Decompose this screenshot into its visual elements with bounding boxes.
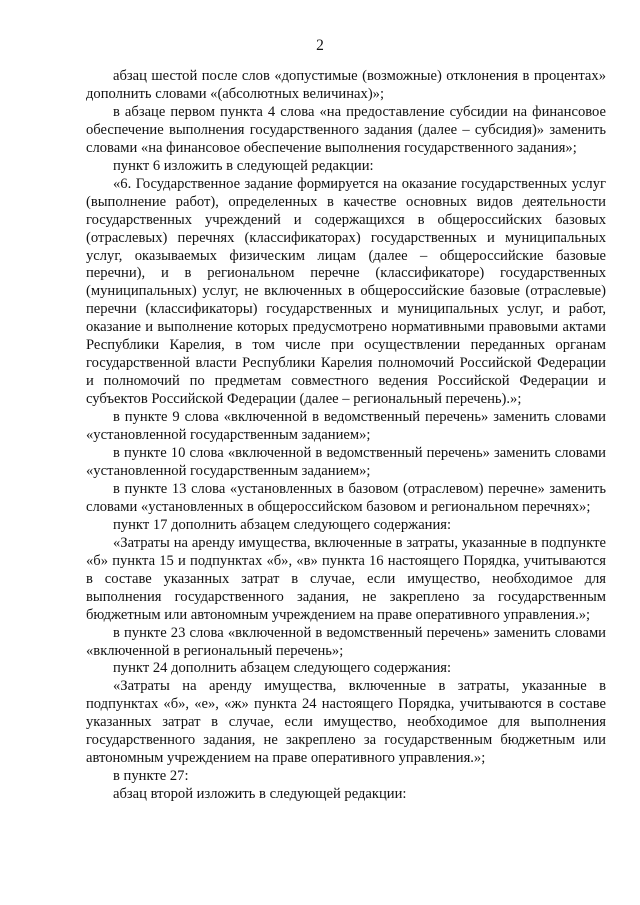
paragraph: пункт 24 дополнить абзацем следующего содержания: — [113, 660, 452, 677]
paragraph: в пункте 9 слова «включенной в ведомственный перечень» заменить словами «установленной государственным заданием»; — [86, 409, 606, 444]
paragraph: «Затраты на аренду имущества, включенные в затраты, указанные в подпункте «б» пункта 15 и подпунктах «б», «в» пункта 16 настоящего Порядка, учитываются в составе указанных затрат в случае, если имущество, необходимое для выполнения государственного задания, не закреплено за государственным бюджетным или автономным учреждением на праве оперативного управления.»; — [86, 534, 606, 623]
paragraph: в пункте 10 слова «включенной в ведомственный перечень» заменить словами «установленной государственным заданием»; — [86, 445, 606, 479]
paragraph: пункт 6 изложить в следующей редакции: — [113, 157, 374, 174]
paragraph: абзац шестой после слов «допустимые (возможные) отклонения в процентах» дополнить словами «(абсолютных величинах)»; — [86, 68, 606, 102]
paragraph: «6. Государственное задание формируется на оказание государственных услуг (выполнение работ), определенных в качестве основных видов деятельности государственных учреждений и содержащихся в общероссийских базовых (отраслевых) перечнях (классификаторах) государственных и муниципальных услуг, оказываемых физическим лицам (далее – общероссийские базовые перечни), и в региональном перечне (классификаторе) государственных (муниципальных) услуг, не включенных в общероссийские базовые (отраслевые) перечни (классификаторы) государственных и муниципальных услуг, и работ, оказание и выполнение которых предусмотрено нормативными правовыми актами Республики Карелия, в том числе при осуществлении переданных органам государственной власти Республики Карелия полномочий Российской Федерации и полномочий по предметам совместного ведения Российской Федерации и субъектов Российской Федерации (далее – региональный перечень).»; — [86, 175, 606, 408]
document-body — [86, 68, 606, 804]
paragraph: в абзаце первом пункта 4 слова «на предоставление субсидии на финансовое обеспечение выполнения государственного задания (далее – субсидия)» заменить словами «на финансовое обеспечение выполнения государственного задания»; — [86, 103, 606, 156]
paragraph: абзац второй изложить в следующей редакции: — [113, 786, 407, 803]
paragraph: в пункте 23 слова «включенной в ведомственный перечень» заменить словами «включенной в региональный перечень»; — [86, 624, 606, 659]
paragraph: в пункте 27: — [113, 768, 189, 785]
paragraph: «Затраты на аренду имущества, включенные в затраты, указанные в подпунктах «б», «е», «ж» пункта 24 настоящего Порядка, учитываются в составе указанных затрат в случае, если имущество, необходимое для выполнения государственного задания, не закреплено за государственным бюджетным или автономным учреждением на праве оперативного управления.»; — [86, 678, 606, 767]
paragraph: пункт 17 дополнить абзацем следующего содержания: — [113, 516, 452, 533]
paragraph: в пункте 13 слова «установленных в базовом (отраслевом) перечне» заменить словами «установленных в общероссийском базовом и региональном перечнях»; — [86, 480, 606, 515]
page-number: 2 — [316, 37, 324, 54]
